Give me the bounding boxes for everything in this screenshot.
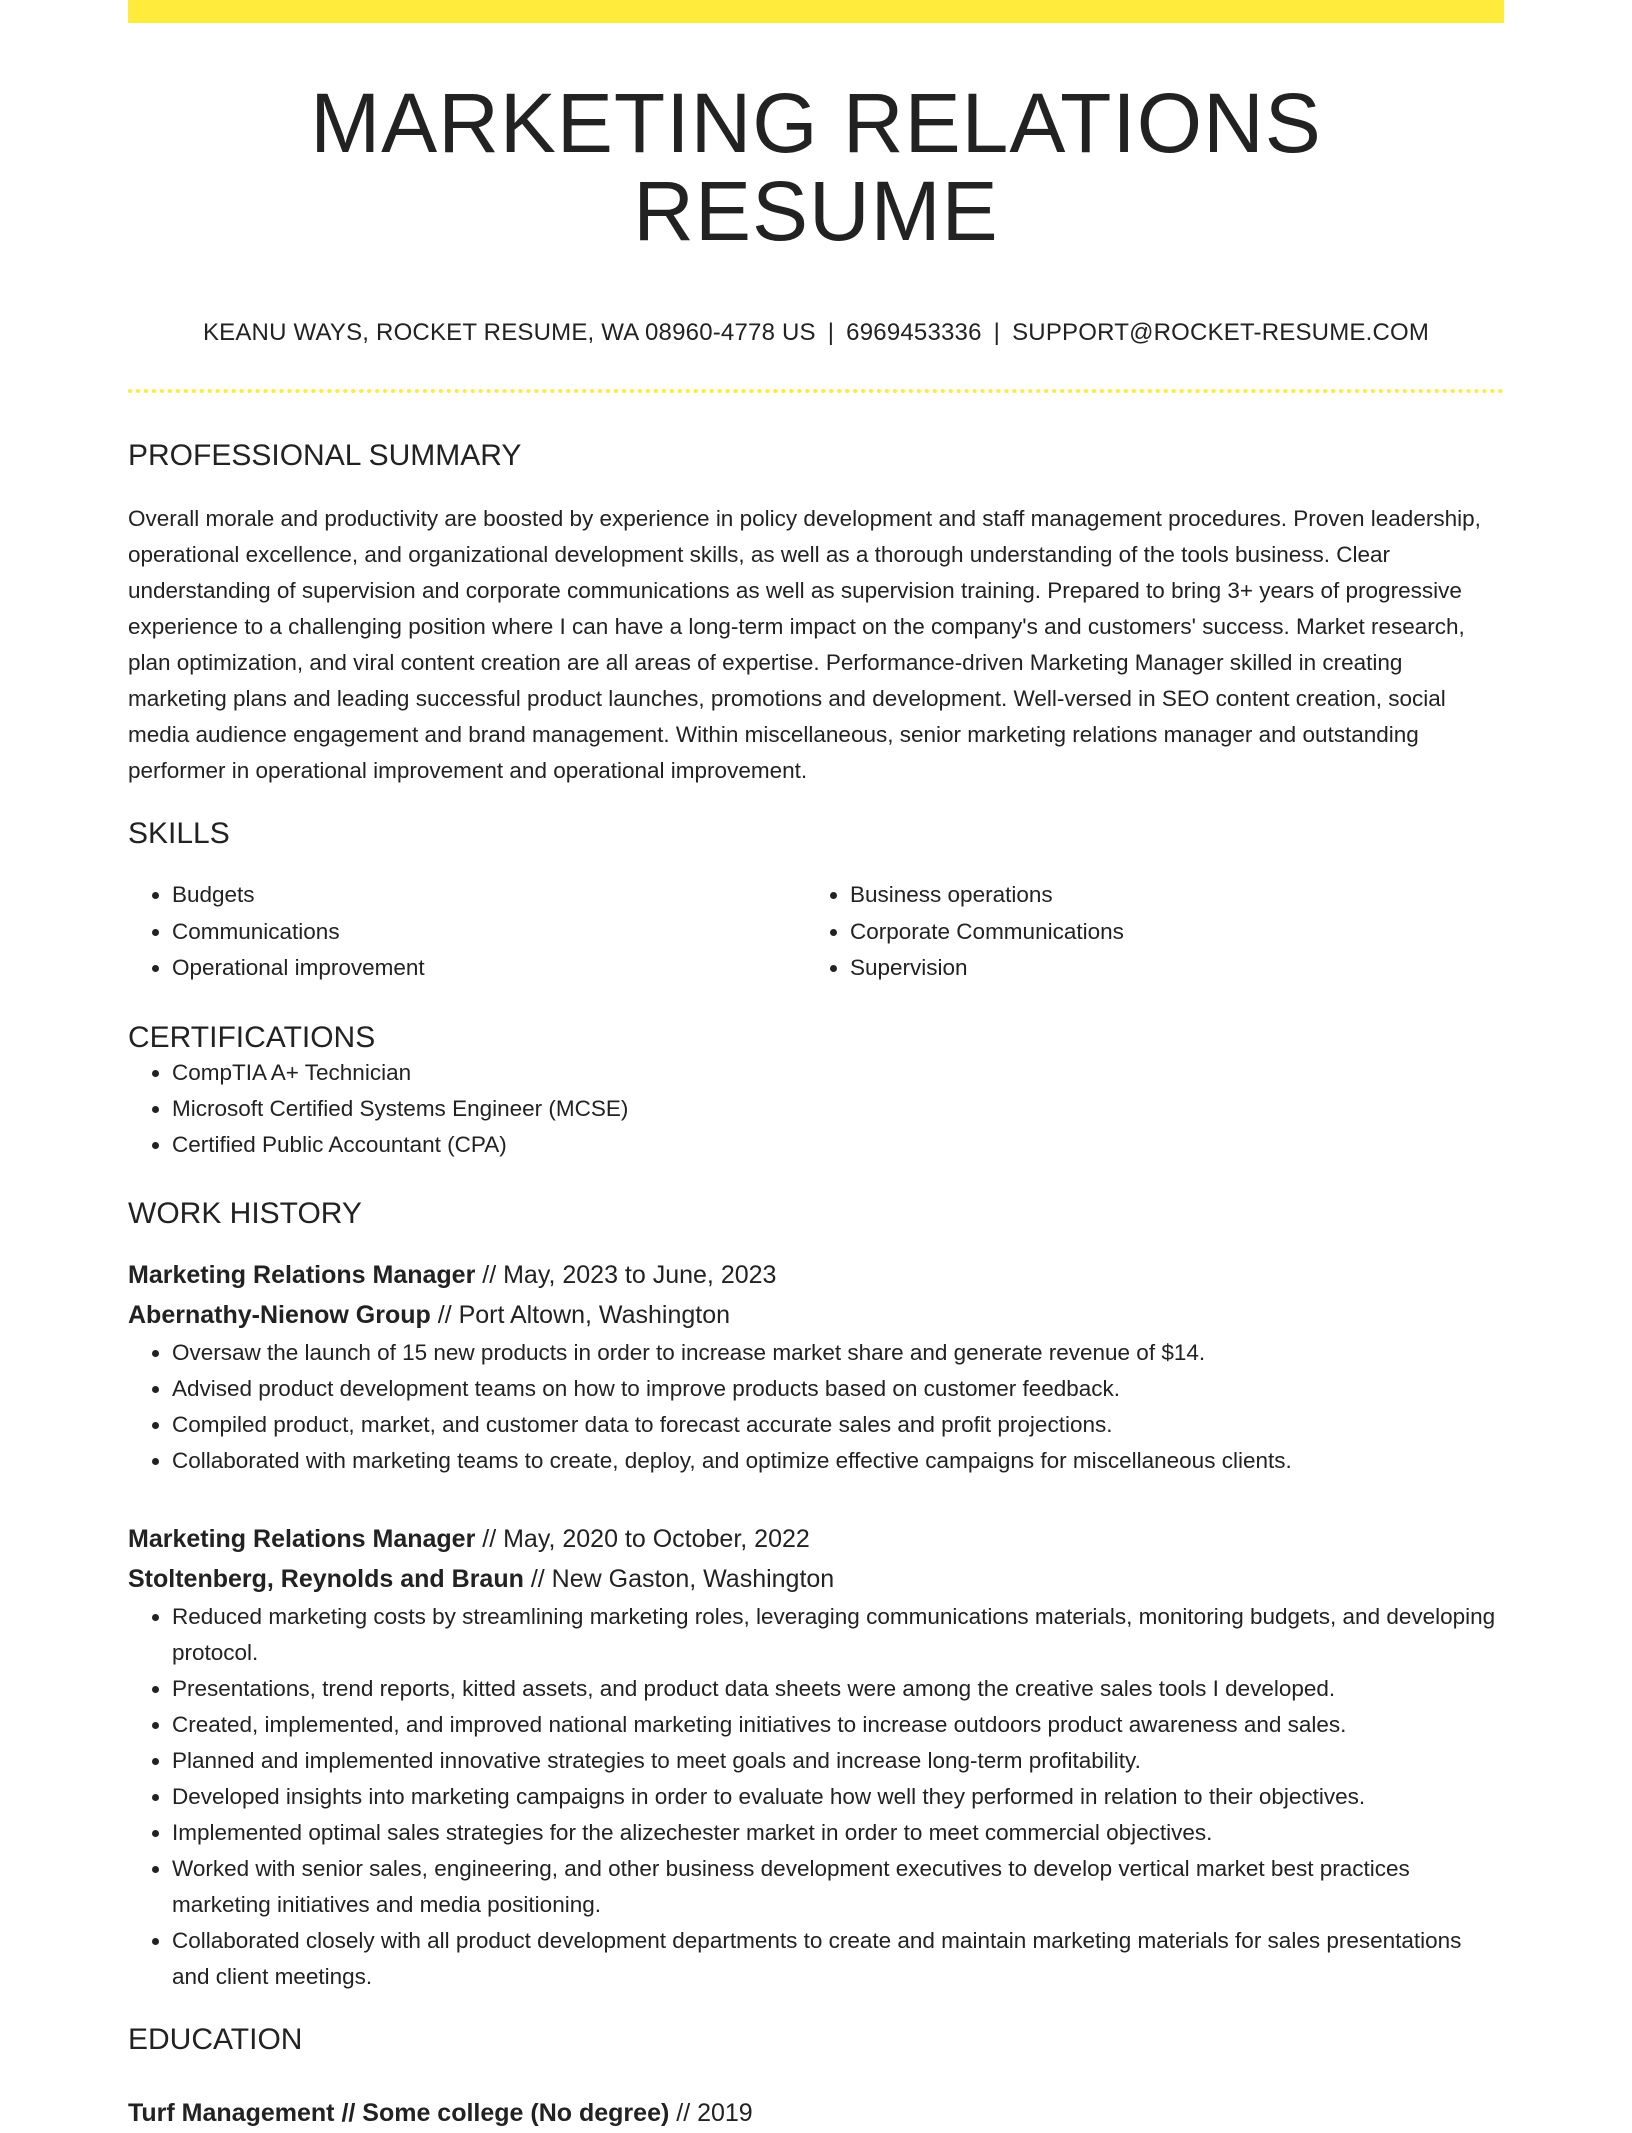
job-bullet: • Presentations, trend reports, kitted assets, and product data sheets were among the creative sales tools I developed. (172, 1671, 1504, 1707)
job-entry (128, 1519, 1504, 1995)
job-bullet: • Advised product development teams on how to improve products based on customer feedback. (172, 1371, 1504, 1407)
education-entry (128, 2093, 1504, 2133)
job-dates: // May, 2023 to June, 2023 (482, 1260, 777, 1289)
education-year: // 2019 (676, 2098, 753, 2127)
job-company: Stoltenberg, Reynolds and Braun (128, 1564, 524, 1593)
contact-email: SUPPORT@ROCKET-RESUME.COM (1012, 319, 1430, 347)
skill-item: • Budgets (172, 877, 806, 914)
job-dates: // May, 2020 to October, 2022 (482, 1524, 810, 1553)
summary-heading: PROFESSIONAL SUMMARY (128, 439, 522, 473)
skill-item: • Communications (172, 914, 806, 951)
job-bullet: • Worked with senior sales, engineering, and other business development executives to develop vertical market best practices marketing initiatives and media positioning. (172, 1851, 1504, 1923)
job-bullet: • Collaborated closely with all product development departments to create and maintain marketing materials for sales presentations and client meetings. (172, 1923, 1504, 1995)
skill-item: • Business operations (850, 877, 1484, 914)
resume-page (128, 0, 1504, 2133)
certifications-list (128, 1055, 1504, 1163)
job-title-line (128, 1255, 1504, 1295)
job-bullet: • Implemented optimal sales strategies for the alizechester market in order to meet commercial objectives. (172, 1815, 1504, 1851)
job-bullet-list (128, 1599, 1504, 1995)
skills-grid (128, 877, 1504, 987)
skill-item: • Supervision (850, 950, 1484, 987)
job-title-line (128, 1519, 1504, 1559)
job-bullet-list (128, 1335, 1504, 1479)
job-title: Marketing Relations Manager (128, 1260, 476, 1289)
education-degree: Turf Management // Some college (No degree) (128, 2098, 670, 2127)
job-title: Marketing Relations Manager (128, 1524, 476, 1553)
skills-column-left (128, 877, 806, 987)
contact-address: KEANU WAYS, ROCKET RESUME, WA 08960-4778 US (202, 319, 816, 347)
job-bullet: • Developed insights into marketing campaigns in order to evaluate how well they performed in relation to their objectives. (172, 1779, 1504, 1815)
job-location: // Port Altown, Washington (437, 1300, 731, 1329)
work-history-heading: WORK HISTORY (128, 1196, 362, 1230)
accent-bar (128, 0, 1504, 23)
job-bullet: • Collaborated with marketing teams to create, deploy, and optimize effective campaigns for miscellaneous clients. (172, 1443, 1504, 1479)
certifications-heading: CERTIFICATIONS (128, 1020, 376, 1054)
certification-item: • CompTIA A+ Technician (172, 1055, 1504, 1091)
skills-column-right (806, 877, 1484, 987)
job-bullet: • Compiled product, market, and customer data to forecast accurate sales and profit projections. (172, 1407, 1504, 1443)
certification-item: • Certified Public Accountant (CPA) (172, 1127, 1504, 1163)
job-bullet: • Created, implemented, and improved national marketing initiatives to increase outdoors product awareness and sales. (172, 1707, 1504, 1743)
job-bullet: • Planned and implemented innovative strategies to meet goals and increase long-term profitability. (172, 1743, 1504, 1779)
job-company-line (128, 1559, 1504, 1599)
skill-item: • Corporate Communications (850, 914, 1484, 951)
job-bullet: • Reduced marketing costs by streamlining marketing roles, leveraging communications materials, monitoring budgets, and developing protocol. (172, 1599, 1504, 1671)
dotted-divider (128, 389, 1504, 393)
certification-item: • Microsoft Certified Systems Engineer (MCSE) (172, 1091, 1504, 1127)
contact-separator: | (993, 319, 1001, 347)
summary-text: Overall morale and productivity are boosted by experience in policy development and staff management procedures. Proven leadership, operational excellence, and organizational development skills, as well as a thorough understanding of the tools business. Clear understanding of supervision and corporate communications as well as supervision training. Prepared to bring 3+ years of progressive experience to a challenging position where I can have a long-term impact on the company's and customers' success. Market research, plan optimization, and viral content creation are all areas of expertise. Performance-driven Marketing Manager skilled in creating marketing plans and leading successful product launches, promotions and development. Well-versed in SEO content creation, social media audience engagement and brand management. Within miscellaneous, senior marketing relations manager and outstanding performer in operational improvement and operational improvement. (128, 506, 1481, 784)
job-bullet: • Oversaw the launch of 15 new products in order to increase market share and generate revenue of $14. (172, 1335, 1504, 1371)
contact-separator: | (827, 319, 835, 347)
job-company: Abernathy-Nienow Group (128, 1300, 431, 1329)
education-heading: EDUCATION (128, 2022, 303, 2056)
job-location: // New Gaston, Washington (530, 1564, 835, 1593)
job-entry (128, 1255, 1504, 1479)
skill-item: • Operational improvement (172, 950, 806, 987)
contact-phone: 6969453336 (846, 319, 982, 347)
document-title: MARKETING RELATIONS RESUME (310, 76, 1322, 259)
contact-line (128, 319, 1504, 347)
skills-heading: SKILLS (128, 817, 230, 851)
job-company-line (128, 1295, 1504, 1335)
